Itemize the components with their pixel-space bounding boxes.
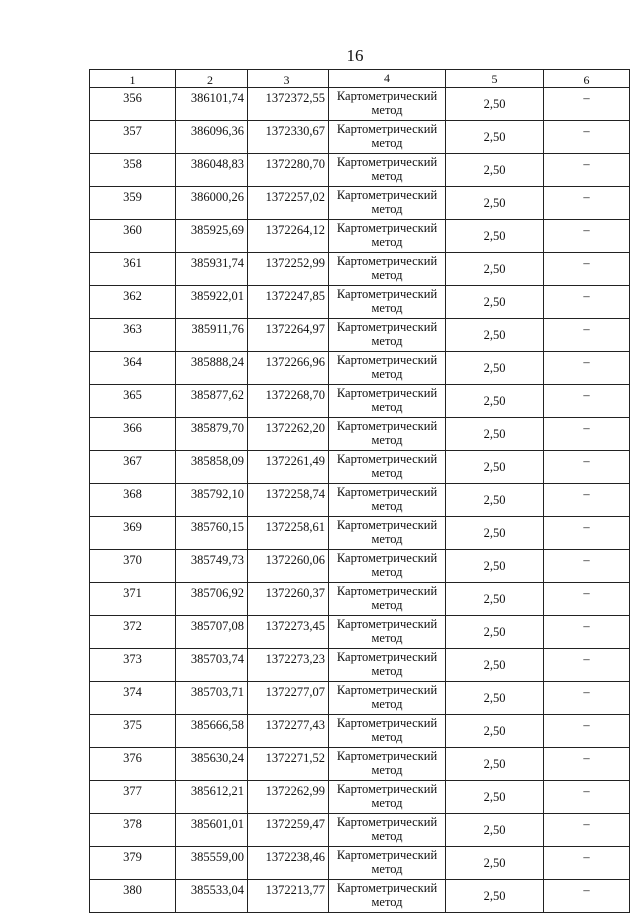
table-row: [90, 550, 630, 583]
cell-method: Картометрический метод: [329, 385, 446, 418]
cell-point-number: 367: [90, 451, 176, 484]
cell-accuracy: 2,50: [446, 649, 544, 682]
cell-method: Картометрический метод: [329, 352, 446, 385]
cell-x-coordinate: 385707,08: [176, 616, 248, 649]
cell-description: –: [544, 352, 630, 385]
table-row: [90, 253, 630, 286]
cell-method: Картометрический метод: [329, 880, 446, 913]
cell-method: Картометрический метод: [329, 847, 446, 880]
cell-description: –: [544, 187, 630, 220]
cell-method: Картометрический метод: [329, 649, 446, 682]
table-row: [90, 847, 630, 880]
cell-description: –: [544, 517, 630, 550]
cell-accuracy: 2,50: [446, 748, 544, 781]
cell-y-coordinate: 1372258,74: [248, 484, 329, 517]
table-row: [90, 814, 630, 847]
cell-x-coordinate: 385559,00: [176, 847, 248, 880]
cell-y-coordinate: 1372268,70: [248, 385, 329, 418]
cell-y-coordinate: 1372277,43: [248, 715, 329, 748]
cell-accuracy: 2,50: [446, 154, 544, 187]
cell-y-coordinate: 1372260,37: [248, 583, 329, 616]
cell-description: –: [544, 649, 630, 682]
cell-x-coordinate: 385879,70: [176, 418, 248, 451]
cell-accuracy: 2,50: [446, 385, 544, 418]
cell-method: Картометрический метод: [329, 286, 446, 319]
cell-accuracy: 2,50: [446, 682, 544, 715]
cell-x-coordinate: 385888,24: [176, 352, 248, 385]
cell-y-coordinate: 1372264,97: [248, 319, 329, 352]
cell-method: Картометрический метод: [329, 220, 446, 253]
table-row: [90, 517, 630, 550]
cell-x-coordinate: 385533,04: [176, 880, 248, 913]
cell-accuracy: 2,50: [446, 550, 544, 583]
cell-point-number: 366: [90, 418, 176, 451]
cell-point-number: 365: [90, 385, 176, 418]
cell-y-coordinate: 1372330,67: [248, 121, 329, 154]
table-row: [90, 121, 630, 154]
table-header-row: [90, 70, 630, 88]
column-header-2: 2: [176, 70, 248, 88]
cell-description: –: [544, 418, 630, 451]
table-row: [90, 748, 630, 781]
cell-point-number: 379: [90, 847, 176, 880]
cell-method: Картометрический метод: [329, 682, 446, 715]
cell-point-number: 357: [90, 121, 176, 154]
cell-accuracy: 2,50: [446, 847, 544, 880]
cell-point-number: 378: [90, 814, 176, 847]
cell-accuracy: 2,50: [446, 319, 544, 352]
cell-description: –: [544, 154, 630, 187]
page-number: 16: [346, 46, 364, 65]
cell-point-number: 380: [90, 880, 176, 913]
cell-method: Картометрический метод: [329, 550, 446, 583]
cell-point-number: 358: [90, 154, 176, 187]
cell-accuracy: 2,50: [446, 286, 544, 319]
cell-y-coordinate: 1372264,12: [248, 220, 329, 253]
cell-x-coordinate: 385858,09: [176, 451, 248, 484]
cell-point-number: 377: [90, 781, 176, 814]
cell-accuracy: 2,50: [446, 583, 544, 616]
cell-method: Картометрический метод: [329, 88, 446, 121]
cell-accuracy: 2,50: [446, 451, 544, 484]
cell-point-number: 374: [90, 682, 176, 715]
cell-x-coordinate: 385703,71: [176, 682, 248, 715]
cell-x-coordinate: 386048,83: [176, 154, 248, 187]
cell-x-coordinate: 386101,74: [176, 88, 248, 121]
cell-description: –: [544, 220, 630, 253]
cell-x-coordinate: 385749,73: [176, 550, 248, 583]
table-row: [90, 880, 630, 913]
cell-accuracy: 2,50: [446, 715, 544, 748]
cell-method: Картометрический метод: [329, 319, 446, 352]
cell-point-number: 373: [90, 649, 176, 682]
cell-x-coordinate: 385612,21: [176, 781, 248, 814]
cell-point-number: 359: [90, 187, 176, 220]
cell-y-coordinate: 1372273,23: [248, 649, 329, 682]
table-row: [90, 154, 630, 187]
table-row: [90, 220, 630, 253]
cell-point-number: 376: [90, 748, 176, 781]
cell-accuracy: 2,50: [446, 781, 544, 814]
cell-description: –: [544, 682, 630, 715]
cell-y-coordinate: 1372266,96: [248, 352, 329, 385]
cell-method: Картометрический метод: [329, 748, 446, 781]
cell-y-coordinate: 1372261,49: [248, 451, 329, 484]
cell-point-number: 368: [90, 484, 176, 517]
cell-accuracy: 2,50: [446, 880, 544, 913]
cell-description: –: [544, 88, 630, 121]
cell-method: Картометрический метод: [329, 616, 446, 649]
table-row: [90, 319, 630, 352]
cell-point-number: 356: [90, 88, 176, 121]
cell-y-coordinate: 1372260,06: [248, 550, 329, 583]
cell-x-coordinate: 386096,36: [176, 121, 248, 154]
table-row: [90, 385, 630, 418]
column-header-6: 6: [544, 70, 630, 88]
cell-accuracy: 2,50: [446, 814, 544, 847]
cell-accuracy: 2,50: [446, 484, 544, 517]
cell-y-coordinate: 1372262,20: [248, 418, 329, 451]
table-row: [90, 286, 630, 319]
cell-y-coordinate: 1372258,61: [248, 517, 329, 550]
table-row: [90, 352, 630, 385]
table-row: [90, 451, 630, 484]
cell-accuracy: 2,50: [446, 253, 544, 286]
table-body: [90, 88, 630, 913]
table-row: [90, 418, 630, 451]
cell-x-coordinate: 385911,76: [176, 319, 248, 352]
cell-method: Картометрический метод: [329, 154, 446, 187]
cell-description: –: [544, 847, 630, 880]
cell-point-number: 371: [90, 583, 176, 616]
cell-method: Картометрический метод: [329, 517, 446, 550]
cell-accuracy: 2,50: [446, 616, 544, 649]
cell-method: Картометрический метод: [329, 121, 446, 154]
cell-point-number: 364: [90, 352, 176, 385]
cell-x-coordinate: 385703,74: [176, 649, 248, 682]
cell-accuracy: 2,50: [446, 352, 544, 385]
cell-point-number: 362: [90, 286, 176, 319]
cell-x-coordinate: 385877,62: [176, 385, 248, 418]
cell-method: Картометрический метод: [329, 715, 446, 748]
cell-description: –: [544, 121, 630, 154]
column-header-5: 5: [446, 70, 544, 88]
cell-point-number: 370: [90, 550, 176, 583]
cell-y-coordinate: 1372277,07: [248, 682, 329, 715]
column-header-4: 4: [329, 70, 446, 88]
cell-method: Картометрический метод: [329, 814, 446, 847]
cell-description: –: [544, 253, 630, 286]
cell-description: –: [544, 880, 630, 913]
table-row: [90, 484, 630, 517]
cell-accuracy: 2,50: [446, 517, 544, 550]
cell-x-coordinate: 385931,74: [176, 253, 248, 286]
cell-accuracy: 2,50: [446, 220, 544, 253]
cell-accuracy: 2,50: [446, 88, 544, 121]
cell-point-number: 375: [90, 715, 176, 748]
cell-description: –: [544, 550, 630, 583]
cell-x-coordinate: 385666,58: [176, 715, 248, 748]
cell-y-coordinate: 1372247,85: [248, 286, 329, 319]
table-row: [90, 715, 630, 748]
cell-y-coordinate: 1372273,45: [248, 616, 329, 649]
cell-method: Картометрический метод: [329, 187, 446, 220]
cell-description: –: [544, 748, 630, 781]
cell-description: –: [544, 319, 630, 352]
cell-method: Картометрический метод: [329, 418, 446, 451]
cell-x-coordinate: 385706,92: [176, 583, 248, 616]
cell-point-number: 369: [90, 517, 176, 550]
cell-y-coordinate: 1372257,02: [248, 187, 329, 220]
cell-x-coordinate: 385601,01: [176, 814, 248, 847]
cell-method: Картометрический метод: [329, 484, 446, 517]
cell-x-coordinate: 385922,01: [176, 286, 248, 319]
cell-method: Картометрический метод: [329, 583, 446, 616]
cell-y-coordinate: 1372252,99: [248, 253, 329, 286]
cell-description: –: [544, 814, 630, 847]
cell-y-coordinate: 1372271,52: [248, 748, 329, 781]
table-row: [90, 781, 630, 814]
cell-description: –: [544, 583, 630, 616]
cell-point-number: 363: [90, 319, 176, 352]
cell-x-coordinate: 385925,69: [176, 220, 248, 253]
cell-y-coordinate: 1372238,46: [248, 847, 329, 880]
table-row: [90, 682, 630, 715]
cell-y-coordinate: 1372213,77: [248, 880, 329, 913]
table-row: [90, 88, 630, 121]
coordinates-table: [89, 69, 630, 913]
column-header-3: 3: [248, 70, 329, 88]
cell-description: –: [544, 385, 630, 418]
cell-accuracy: 2,50: [446, 187, 544, 220]
cell-accuracy: 2,50: [446, 121, 544, 154]
cell-method: Картометрический метод: [329, 451, 446, 484]
table-row: [90, 649, 630, 682]
cell-method: Картометрический метод: [329, 253, 446, 286]
cell-y-coordinate: 1372280,70: [248, 154, 329, 187]
cell-y-coordinate: 1372262,99: [248, 781, 329, 814]
cell-x-coordinate: 385630,24: [176, 748, 248, 781]
table-row: [90, 616, 630, 649]
column-header-1: 1: [90, 70, 176, 88]
cell-description: –: [544, 715, 630, 748]
cell-description: –: [544, 484, 630, 517]
cell-point-number: 360: [90, 220, 176, 253]
cell-y-coordinate: 1372259,47: [248, 814, 329, 847]
cell-method: Картометрический метод: [329, 781, 446, 814]
cell-description: –: [544, 616, 630, 649]
cell-description: –: [544, 781, 630, 814]
cell-point-number: 361: [90, 253, 176, 286]
cell-description: –: [544, 451, 630, 484]
cell-x-coordinate: 386000,26: [176, 187, 248, 220]
table-row: [90, 583, 630, 616]
cell-accuracy: 2,50: [446, 418, 544, 451]
cell-x-coordinate: 385760,15: [176, 517, 248, 550]
cell-description: –: [544, 286, 630, 319]
table-row: [90, 187, 630, 220]
cell-point-number: 372: [90, 616, 176, 649]
cell-y-coordinate: 1372372,55: [248, 88, 329, 121]
cell-x-coordinate: 385792,10: [176, 484, 248, 517]
